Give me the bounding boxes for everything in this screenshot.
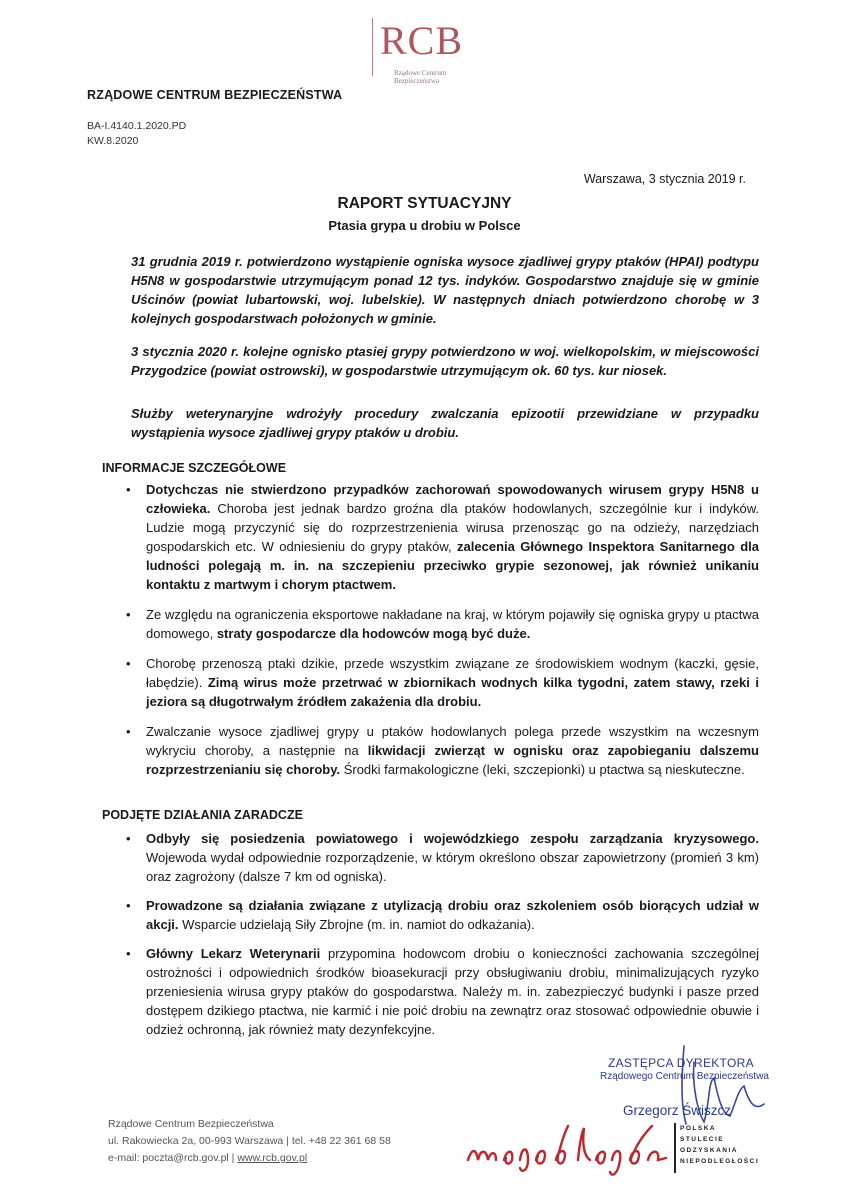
footer-email: e-mail: poczta@rcb.gov.pl | bbox=[108, 1152, 235, 1164]
item-bold: likwidacji zwierząt w ognisku oraz zapobieganiu dalszemu rozprzestrzenianiu się choroby. bbox=[146, 743, 759, 777]
bullet-icon: • bbox=[126, 724, 131, 739]
anniversary-line-1: POLSKA bbox=[680, 1125, 717, 1132]
niepodlegla-logo bbox=[462, 1120, 672, 1180]
anniversary-logo bbox=[674, 1123, 776, 1173]
bullet-icon: • bbox=[126, 898, 131, 913]
item-bold: Prowadzone są działania związane z utylizacją drobiu oraz szkoleniem osób biorących udział w akcji. bbox=[146, 898, 759, 932]
actions-list bbox=[122, 829, 759, 1049]
list-item bbox=[122, 722, 759, 779]
logo-subtitle-2: Bezpieczeństwa bbox=[394, 77, 440, 85]
logo-rule bbox=[372, 18, 373, 76]
lead-paragraph: 31 grudnia 2019 r. potwierdzono wystąpienie ogniska wysoce zjadliwej grypy ptaków (HPAI) podtypu H5N8 w gospodarstwie utrzymującym ponad 12 tys. indyków. Gospodarstwo znajduje się w gminie Uścinów (powiat lubartowski, woj. lubelskie). W następnych dniach potwierdzono chorobę w 3 kolejnych gospodarstwach położonych w gminie. bbox=[131, 254, 759, 326]
item-bold: Zimą wirus może przetrwać w zbiornikach wodnych kilka tygodni, zatem stawy, rzeki i jeziora są długotrwałym źródłem zakażenia dla drobiu. bbox=[146, 675, 759, 709]
logo-subtitle-1: Rządowe Centrum bbox=[394, 69, 447, 77]
footer-website-link[interactable]: www.rcb.gov.pl bbox=[237, 1152, 308, 1164]
anniversary-line-2: STULECIE ODZYSKANIA bbox=[680, 1136, 738, 1154]
item-text: Ze względu na ograniczenia eksportowe nakładane na kraj, w którym pojawiły się ogniska grypy u ptactwa domowego, bbox=[146, 607, 759, 641]
item-text: Środki farmakologiczne (leki, szczepionki) u ptactwa są nieskuteczne. bbox=[340, 762, 745, 777]
reference-number-2: KW.8.2020 bbox=[87, 135, 139, 147]
signatory-institution: Rządowego Centrum Bezpieczeństwa bbox=[600, 1071, 769, 1082]
reference-number-1: BA-I.4140.1.2020.PD bbox=[87, 120, 187, 132]
bullet-icon: • bbox=[126, 607, 131, 622]
item-bold: straty gospodarcze dla hodowców mogą być duże. bbox=[216, 626, 531, 641]
list-item bbox=[122, 654, 759, 711]
list-item bbox=[122, 944, 759, 1039]
item-bold: Odbyły się posiedzenia powiatowego i wojewódzkiego zespołu zarządzania kryzysowego. bbox=[146, 831, 759, 846]
bullet-icon: • bbox=[126, 946, 131, 961]
list-item bbox=[122, 896, 759, 934]
item-text: Zwalczanie wysoce zjadliwej grypy u ptaków hodowlanych polega przede wszystkim na wczesnym wykryciu choroby, a następnie na bbox=[146, 724, 759, 758]
section-heading-details: INFORMACJE SZCZEGÓŁOWE bbox=[102, 461, 287, 475]
item-text: Wsparcie udzielają Siły Zbrojne (m. in. namiot do odkażania). bbox=[178, 917, 535, 932]
list-item bbox=[122, 605, 759, 643]
item-bold: Dotychczas nie stwierdzono przypadków zachorowań spowodowanych wirusem grypy H5N8 u człowieka. bbox=[146, 482, 759, 516]
item-bold: Główny Lekarz Weterynarii bbox=[146, 946, 321, 961]
organization-name: RZĄDOWE CENTRUM BEZPIECZEŃSTWA bbox=[87, 88, 343, 102]
rcb-logo bbox=[372, 14, 468, 96]
bullet-icon: • bbox=[126, 831, 131, 846]
report-title: RAPORT SYTUACYJNY bbox=[337, 195, 512, 212]
report-subtitle: Ptasia grypa u drobiu w Polsce bbox=[328, 218, 521, 233]
item-text: Chorobę przenoszą ptaki dzikie, przede wszystkim związane ze środowiskiem wodnym (kaczki, gęsie, łabędzie). bbox=[146, 656, 759, 690]
lead-paragraph: Służby weterynaryjne wdrożyły procedury zwalczania epizootii przewidziane w przypadku wystąpienia wysoce zjadliwej grypy ptaków u drobiu. bbox=[131, 406, 759, 440]
anniversary-line-3: NIEPODLEGŁOŚCI bbox=[680, 1158, 760, 1165]
signatory-title: ZASTĘPCA DYREKTORA bbox=[608, 1056, 754, 1070]
item-text: Choroba jest jednak bardzo groźna dla ptaków hodowlanych, szczególnie kur i indyków. Ludzie mogą przyczynić się do rozprzestrzenienia wirusa przenosząc go na odzieży, narzędziach gospodarskich etc. W odniesieniu do grypy ptaków, bbox=[146, 501, 759, 554]
footer-address: ul. Rakowiecka 2a, 00-993 Warszawa | tel. +48 22 361 68 58 bbox=[108, 1135, 391, 1147]
bullet-icon: • bbox=[126, 656, 131, 671]
footer-contact bbox=[108, 1152, 307, 1164]
list-item bbox=[122, 480, 759, 594]
item-bold: zalecenia Głównego Inspektora Sanitarnego dla ludności polegają m. in. na szczepieniu przeciwko grypie sezonowej, jak również unikaniu kontaktu z martwym i chorym ptactwem. bbox=[146, 539, 759, 592]
section-heading-actions: PODJĘTE DZIAŁANIA ZARADCZE bbox=[102, 808, 303, 822]
item-text: Wojewoda wydał odpowiednie rozporządzenie, w którym określono obszar zapowietrzony (promień 3 km) oraz zagrożony (dalsze 7 km od ogniska). bbox=[146, 850, 759, 884]
lead-paragraph: 3 stycznia 2020 r. kolejne ognisko ptasiej grypy potwierdzono w woj. wielkopolskim, w miejscowości Przygodzice (powiat ostrowski), w gospodarstwie utrzymującym ok. 60 tys. kur niosek. bbox=[131, 344, 759, 378]
item-text: przypomina hodowcom drobiu o konieczności zachowania szczególnej ostrożności i odpowiednich środków bioasekuracji przy obsługiwaniu drobiu, minimalizujących ryzyko przeniesienia wirusa grypy ptaków do gospodarstwa. Należy m. in. zabezpieczyć budynki i pasze przed dostępem dzikiego ptactwa, nie karmić i nie poić drobiu na zewnątrz oraz stosować odpowiednie obuwie i odzież ochronną, jak również maty dezynfekcyjne. bbox=[146, 946, 759, 1037]
list-item bbox=[122, 829, 759, 886]
details-list bbox=[122, 480, 759, 790]
date-line: Warszawa, 3 stycznia 2019 r. bbox=[583, 172, 746, 186]
footer-org: Rządowe Centrum Bezpieczeństwa bbox=[108, 1118, 274, 1130]
signatory-name: Grzegorz Świszcz bbox=[623, 1103, 732, 1118]
bullet-icon: • bbox=[126, 482, 131, 497]
logo-mark: RCB bbox=[380, 18, 464, 63]
